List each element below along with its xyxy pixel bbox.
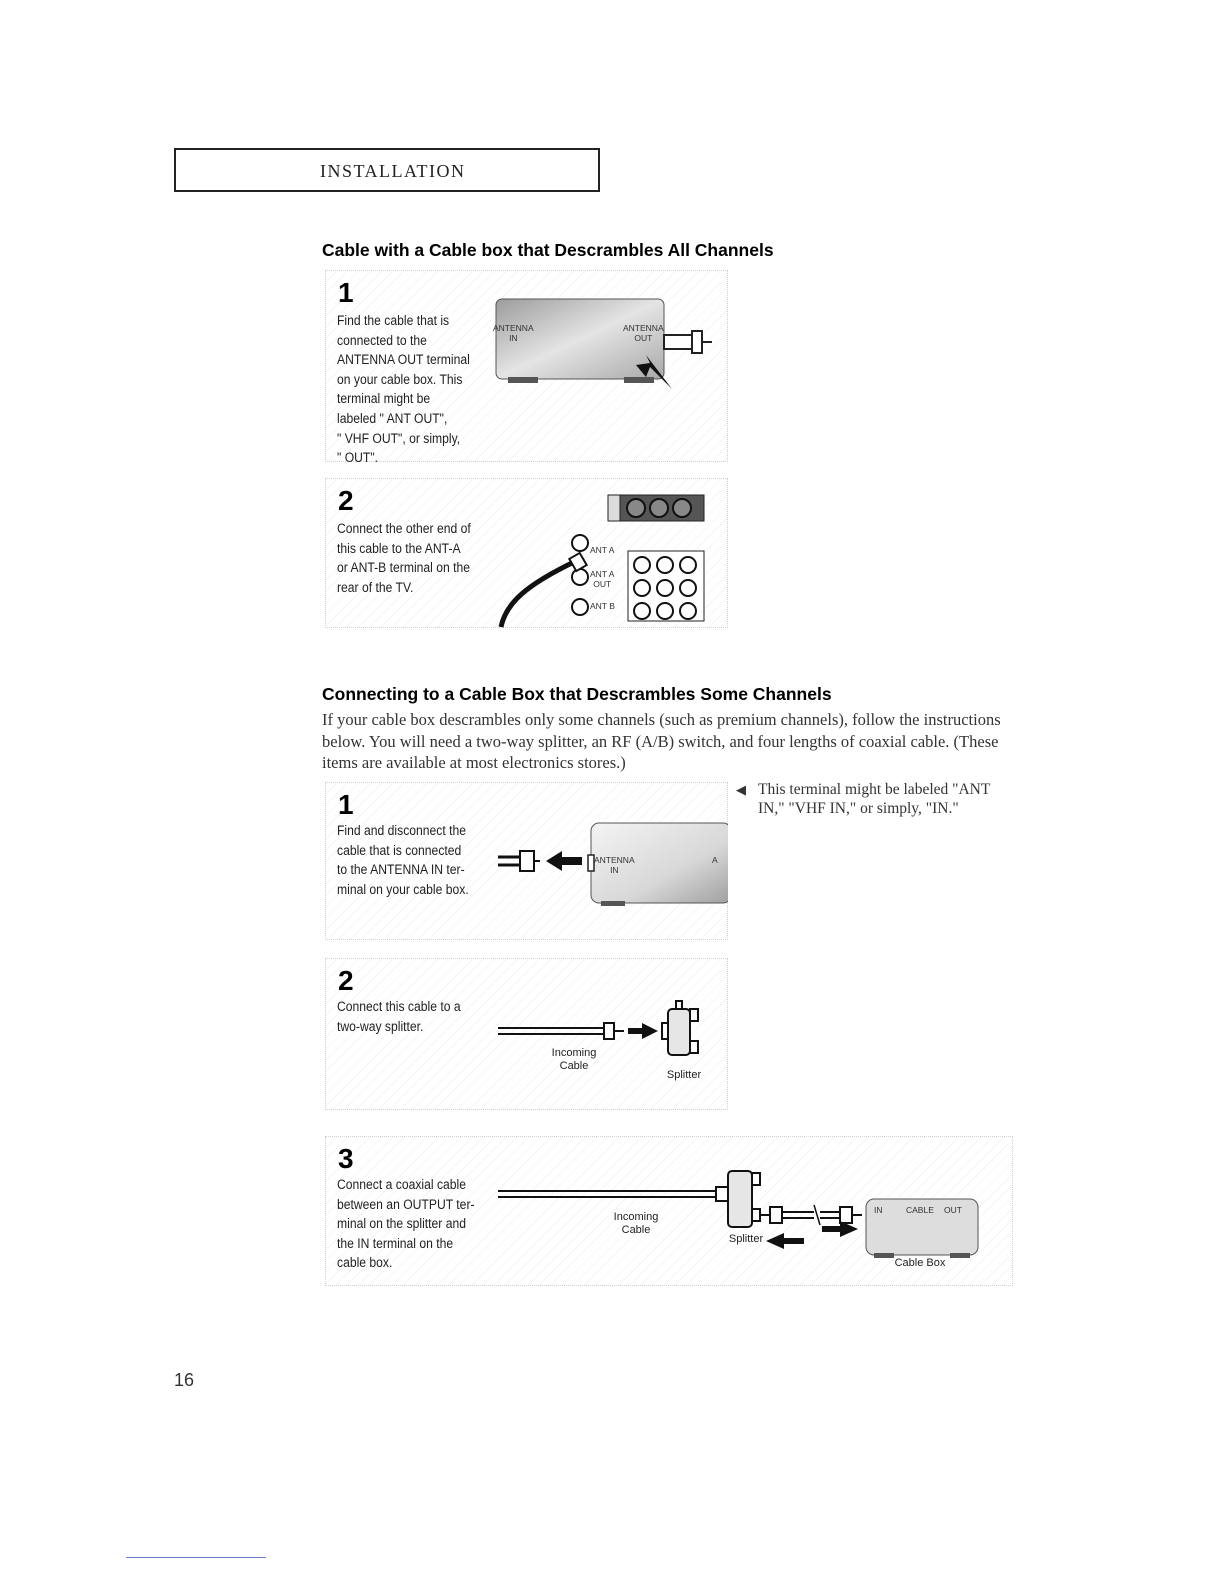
section1-step1-panel [325, 270, 728, 466]
splitter-label: Splitter [728, 1233, 764, 1245]
section-header-title: INSTALLATION [320, 161, 466, 181]
antenna-cut-label: A [712, 855, 718, 865]
step-text: Find and disconnect the cable that is connected to the ANTENNA IN ter- minal on your cable box. [337, 823, 469, 897]
cable-box-antenna-out-figure [486, 293, 726, 393]
antenna-out-label: ANTENNA OUT [623, 323, 664, 343]
incoming-cable-label: Incoming Cable [551, 1047, 597, 1072]
in-terminal-label: IN [874, 1205, 883, 1215]
footer-rule [126, 1557, 266, 1558]
antenna-in-label: ANTENNA IN [493, 323, 534, 343]
out-terminal-label: OUT [944, 1205, 962, 1215]
step-text: Find the cable that is connected to the ANTENNA OUT terminal on your cable box. This terminal might be labeled " ANT OUT", " VHF OUT", or simply, " OUT". [337, 313, 470, 466]
antenna-in-label: ANTENNA IN [594, 855, 635, 875]
step-number: 1 [338, 277, 354, 308]
splitter-figure [494, 995, 724, 1075]
side-note [736, 780, 1008, 818]
section1-title: Cable with a Cable box that Descrambles All Channels [322, 240, 774, 260]
cable-box-label: Cable Box [894, 1257, 946, 1269]
section-header-box [174, 148, 600, 192]
section2-step3-panel [325, 1136, 1013, 1286]
section2-step1-panel [325, 782, 728, 940]
ant-b-label: ANT B [590, 601, 615, 611]
step-number: 2 [338, 965, 354, 996]
step-number: 2 [338, 485, 354, 516]
cable-box-brand-label: CABLE [906, 1205, 934, 1215]
page-number: 16 [174, 1370, 195, 1390]
step-text: Connect this cable to a two-way splitter. [337, 999, 461, 1034]
incoming-cable-label: Incoming Cable [613, 1211, 659, 1236]
step-number: 3 [338, 1143, 354, 1174]
side-note-text: This terminal might be labeled "ANT IN," "VHF IN," or simply, "IN." [758, 781, 991, 817]
splitter-to-cable-box-figure [494, 1161, 984, 1271]
section2-intro: If your cable box descrambles only some channels (such as premium channels), follow the instructions below. You will need a two-way splitter, an RF (A/B) switch, and four lengths of coaxial cable. (These items are available at most electronics stores.) [322, 710, 1001, 772]
step-number: 1 [338, 789, 354, 820]
step-text: Connect a coaxial cable between an OUTPUT ter- minal on the splitter and the IN terminal on the cable box. [337, 1177, 475, 1271]
section1-step2-panel [325, 478, 728, 628]
step-text: Connect the other end of this cable to the ANT-A or ANT-B terminal on the rear of the TV. [337, 521, 471, 595]
section2-title: Connecting to a Cable Box that Descrambles Some Channels [322, 684, 832, 704]
splitter-label: Splitter [666, 1069, 702, 1081]
ant-a-label: ANT A [590, 545, 615, 555]
ant-a-out-label: ANT A OUT [590, 569, 615, 589]
section2-step2-panel [325, 958, 728, 1110]
left-arrow-icon: ◀ [736, 782, 746, 797]
